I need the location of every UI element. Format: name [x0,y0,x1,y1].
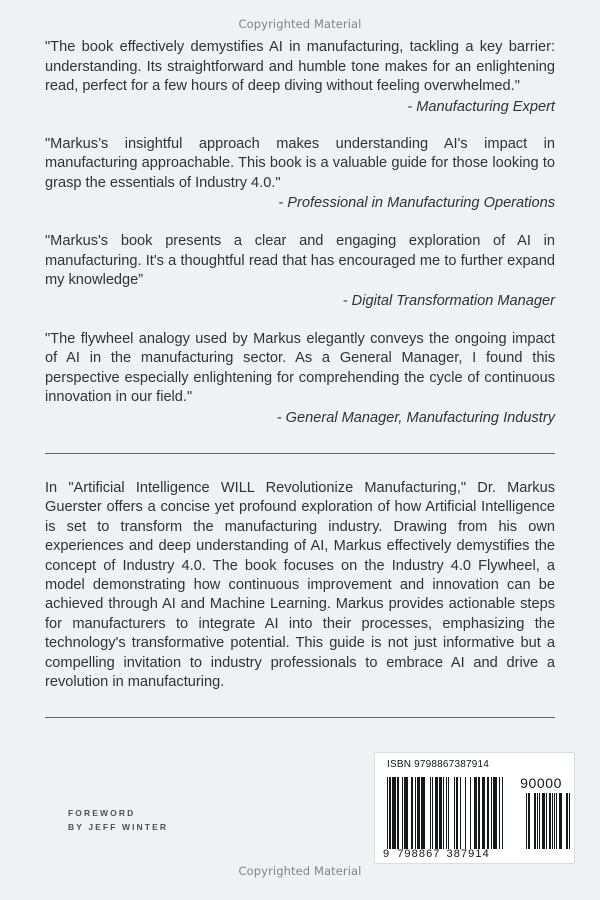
divider-above-description [45,453,555,454]
testimonial-quote: "The flywheel analogy used by Markus elegantly conveys the ongoing impact of AI in the manufacturing sector. As a General Manager, I found this perspective especially enlightening for comprehending the cycle of continuous innovation in our field." [45,330,555,406]
foreword-author: BY JEFF WINTER [68,822,169,833]
testimonial-2 [45,135,555,215]
divider-below-description [45,717,555,718]
testimonial-quote: "Markus’s insightful approach makes understanding AI's impact in manufacturing approachable. This book is a valuable guide for those looking to grasp the essentials of Industry 4.0." [45,135,555,191]
testimonial-quote: "Markus's book presents a clear and engaging exploration of AI in manufacturing. It's a thoughtful read that has encouraged me to further expand my knowledge” [45,233,555,289]
testimonial-attribution: - General Manager, Manufacturing Industry [276,410,555,426]
copyright-notice-bottom: Copyrighted Material [238,864,362,878]
barcode-bars-addon [525,793,570,849]
barcode-bar [502,777,503,849]
testimonial-4 [45,330,555,429]
barcode-digit-group-2: 387914 [446,848,490,860]
foreword-credit [68,806,168,834]
barcode-bar [569,793,570,849]
testimonial-attribution: - Professional in Manufacturing Operations [278,195,555,212]
isbn-label: ISBN 9798867387914 [387,759,490,770]
barcode-addon-value: 90000 [520,775,562,791]
barcode-digit-prefix: 9 [383,848,391,860]
book-description: In "Artificial Intelligence WILL Revolutionize Manufacturing," Dr. Markus Guerster offers a concise yet profound exploration of how Artificial Intelligence is set to transform the manufacturing industry. Drawing from his own experiences and deep understanding of AI, Markus effectively demystifies the concept of Industry 4.0. The book focuses on the Industry 4.0 Flywheel, a model demonstrating how continuous improvement and innovation can be achieved through AI and Machine Learning. Markus provides actionable steps for manufacturers to integrate AI into their processes, emphasizing the technology's transformative potential. This guide is not just informative but a compelling invitation to industry professionals to embrace AI and drive a revolution in manufacturing. [45,479,555,691]
barcode-digit-group-1: 798867 [397,848,441,860]
testimonial-attribution: - Digital Transformation Manager [342,292,555,309]
testimonial-1 [45,38,555,118]
testimonial-attribution: - Manufacturing Expert [407,98,555,115]
barcode-panel [374,752,575,864]
cover-content-column [45,38,555,718]
copyright-notice-top: Copyrighted Material [238,17,362,31]
barcode-bars-ean13 [387,777,504,849]
testimonial-quote: "The book effectively demystifies AI in manufacturing, tackling a key barrier: understanding. Its straightforward and humble tone makes for an enlightening read, perfect for a few hours of deep diving without feeling overwhelmed." [45,39,555,95]
barcode-human-readable [383,848,509,860]
testimonial-3 [45,232,555,312]
foreword-label: FOREWORD [68,808,136,818]
